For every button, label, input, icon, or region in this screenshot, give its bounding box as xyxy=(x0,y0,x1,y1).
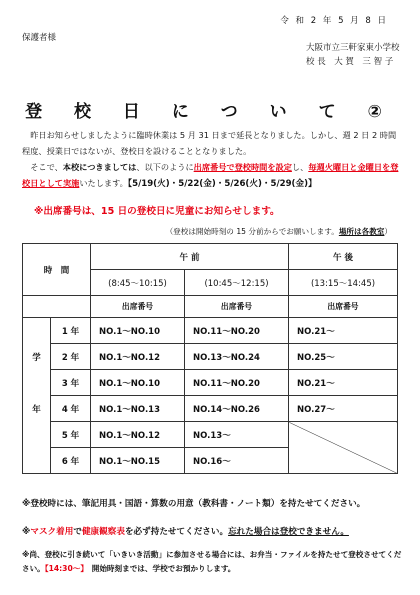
cell: NO.1～NO.13 xyxy=(91,396,185,422)
cell: NO.25～ xyxy=(289,344,398,370)
mask-warning: 忘れた場合は登校できません。 xyxy=(228,527,349,537)
cell: NO.13～ xyxy=(185,422,289,448)
activity-text: ※尚、登校に引き続いて「いきいき活動」に参加させる場合には、お弁当・ファイルを持たせて登校させてください。 xyxy=(22,550,402,573)
cell: NO.16～ xyxy=(185,448,289,474)
arrival-note xyxy=(166,226,392,237)
footnote-activity xyxy=(22,548,402,576)
slot-3: (13:15～14:45) xyxy=(289,270,398,296)
grade-cell: 6 年 xyxy=(51,448,91,474)
footnote-supplies: ※登校時には、筆記用具・国語・算数の用意（教科書・ノート類）を持たせてください。 xyxy=(22,499,366,509)
grade-cell: 5 年 xyxy=(51,422,91,448)
page-title: 登 校 日 に つ い て ② xyxy=(25,102,395,122)
mask-join: で xyxy=(73,527,82,537)
cell: NO.27～ xyxy=(289,396,398,422)
cell: NO.14～NO.26 xyxy=(185,396,289,422)
table-row xyxy=(23,396,398,422)
table-row xyxy=(23,344,398,370)
time-header: 時 間 xyxy=(23,244,91,296)
cell: NO.21～ xyxy=(289,318,398,344)
attendance-notice: ※出席番号は、15 日の登校日に児童にお知らせします。 xyxy=(34,206,280,217)
school-name: 大阪市立三軒家東小学校 xyxy=(306,43,400,53)
health-sheet-highlight: 健康観察表 xyxy=(81,527,125,537)
subheader-blank xyxy=(23,296,91,318)
school-dates: 【5/19(火)・5/22(金)・5/26(火)・5/29(金)】 xyxy=(127,179,317,189)
cell: NO.11～NO.20 xyxy=(185,318,289,344)
cell: NO.21～ xyxy=(289,370,398,396)
subheader-3: 出席番号 xyxy=(289,296,398,318)
slot-2: (10:45～12:15) xyxy=(185,270,289,296)
p2-part-b: 本校につきましては xyxy=(62,162,137,172)
activity-suffix: 開始時刻までは、学校でお預かりします。 xyxy=(84,564,236,573)
cell: NO.1～NO.10 xyxy=(91,370,185,396)
p2-highlight-time: 出席番号で登校時間を設定 xyxy=(193,162,292,172)
cell: NO.1～NO.12 xyxy=(91,422,185,448)
paragraph-2 xyxy=(22,159,400,192)
cell: NO.1～NO.15 xyxy=(91,448,185,474)
p2-part-c: 、以下のように xyxy=(136,162,194,172)
grade-cell: 4 年 xyxy=(51,396,91,422)
place-note: 場所は各教室 xyxy=(338,227,385,236)
cell: NO.1～NO.10 xyxy=(91,318,185,344)
mask-prefix: ※ xyxy=(22,527,31,537)
paragraph-1 xyxy=(22,127,400,159)
mask-highlight: マスク着用 xyxy=(30,527,74,537)
afternoon-header: 午 後 xyxy=(289,244,398,270)
schedule-table xyxy=(22,243,398,474)
grade-col xyxy=(23,422,51,448)
subheader-1: 出席番号 xyxy=(91,296,185,318)
grade-cell: 1 年 xyxy=(51,318,91,344)
document-date: 令 和 2 年 5 月 8 日 xyxy=(280,16,388,26)
table-row xyxy=(23,422,398,448)
principal-name: 校 長 大 賀 三 智 子 xyxy=(306,57,394,67)
grade-col xyxy=(23,318,51,344)
slot-1: (8:45～10:15) xyxy=(91,270,185,296)
table-row xyxy=(23,318,398,344)
p2-part-e: し、 xyxy=(291,162,309,172)
recipient: 保護者様 xyxy=(22,33,57,43)
subheader-2: 出席番号 xyxy=(185,296,289,318)
mask-mid: を必ず持たせてください。 xyxy=(124,527,229,537)
empty-slot xyxy=(289,422,398,474)
p2-part-a: そこで、 xyxy=(30,162,63,172)
cell: NO.13～NO.24 xyxy=(185,344,289,370)
p2-part-g: いたします。 xyxy=(79,178,128,188)
p2-highlight-days: 毎週火曜日と金曜日を登校日として実施 xyxy=(22,162,399,188)
morning-header: 午 前 xyxy=(91,244,289,270)
arrival-note-text: （登校は開始時刻の 15 分前からでお願いします。 xyxy=(165,227,339,236)
grade-label-nen: 年 xyxy=(23,396,51,422)
activity-time: 【14:30～】 xyxy=(44,564,85,573)
footnote-mask xyxy=(22,525,349,537)
grade-cell: 3 年 xyxy=(51,370,91,396)
grade-col xyxy=(23,370,51,396)
table-row xyxy=(23,370,398,396)
grade-cell: 2 年 xyxy=(51,344,91,370)
arrival-note-close: ） xyxy=(384,227,392,236)
sender-block xyxy=(306,41,400,69)
body-text xyxy=(22,127,400,192)
grade-col xyxy=(23,448,51,474)
cell: NO.11～NO.20 xyxy=(185,370,289,396)
paragraph-1-text: 昨日お知らせしましたように臨時休業は 5 月 31 日まで延長となりました。しかし、週 2 日 2 時間程度、授業日ではないが、登校日を設けることとなりました。 xyxy=(22,130,397,156)
grade-label-gaku: 学 xyxy=(23,344,51,370)
cell: NO.1～NO.12 xyxy=(91,344,185,370)
